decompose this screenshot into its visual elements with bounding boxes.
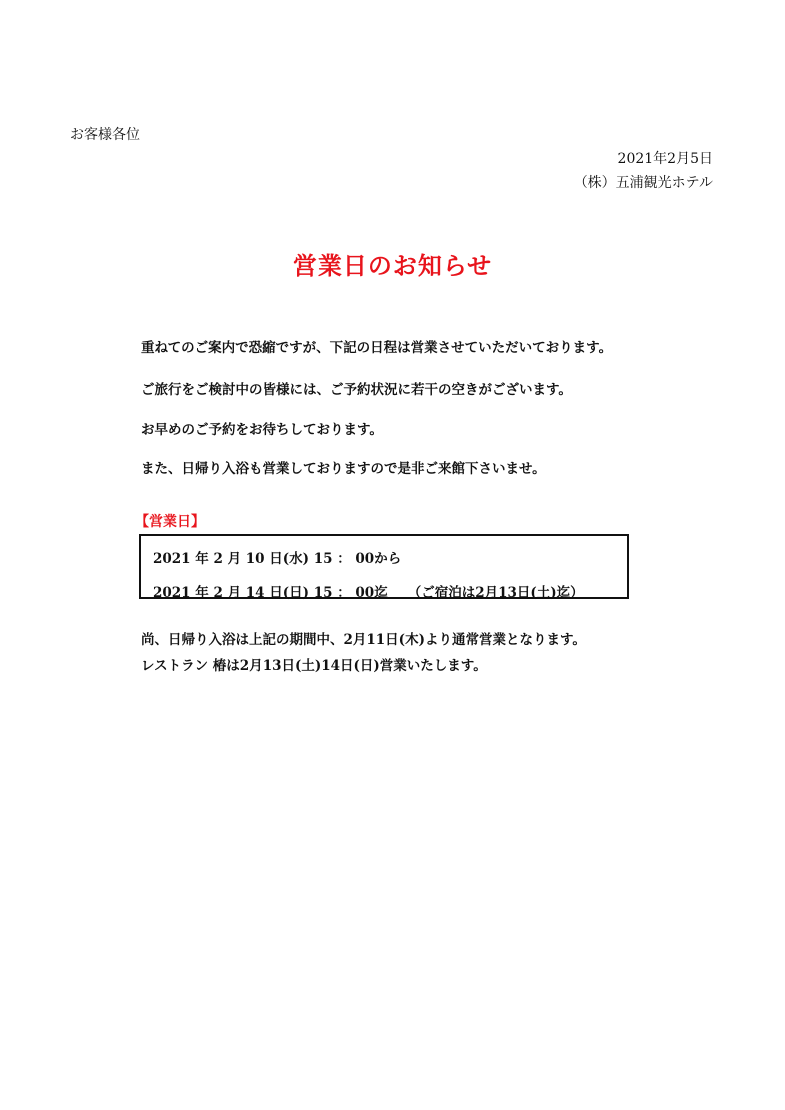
- letter-date: 2021年2月5日: [617, 151, 713, 167]
- footnote: レストラン 椿は2月13日(土)14日(日)営業いたします。: [141, 658, 487, 674]
- schedule-end-note: （ご宿泊は2月13日(土)迄）: [407, 585, 584, 601]
- addressee: お客様各位: [70, 127, 140, 143]
- body-paragraph: また、日帰り入浴も営業しておりますので是非ご来館下さいませ。: [141, 461, 546, 477]
- schedule-start: 2021 年 2 月 10 日(水) 15 ： 00から: [153, 551, 402, 567]
- schedule-label: 【営業日】: [135, 514, 205, 530]
- body-paragraph: ご旅行をご検討中の皆様には、ご予約状況に若干の空きがございます。: [141, 382, 572, 398]
- schedule-box: [139, 534, 629, 599]
- page-title: 営業日のお知らせ: [292, 251, 493, 280]
- sender-name: （株）五浦観光ホテル: [573, 175, 713, 191]
- schedule-end-row: [153, 581, 584, 601]
- body-paragraph: お早めのご予約をお待ちしております。: [141, 422, 383, 438]
- body-paragraph: 重ねてのご案内で恐縮ですが、下記の日程は営業させていただいております。: [141, 340, 613, 356]
- schedule-end: 2021 年 2 月 14 日(日) 15 ： 00迄: [153, 585, 388, 601]
- footnote: 尚、日帰り入浴は上記の期間中、2月11日(木)より通常営業となります。: [141, 632, 586, 648]
